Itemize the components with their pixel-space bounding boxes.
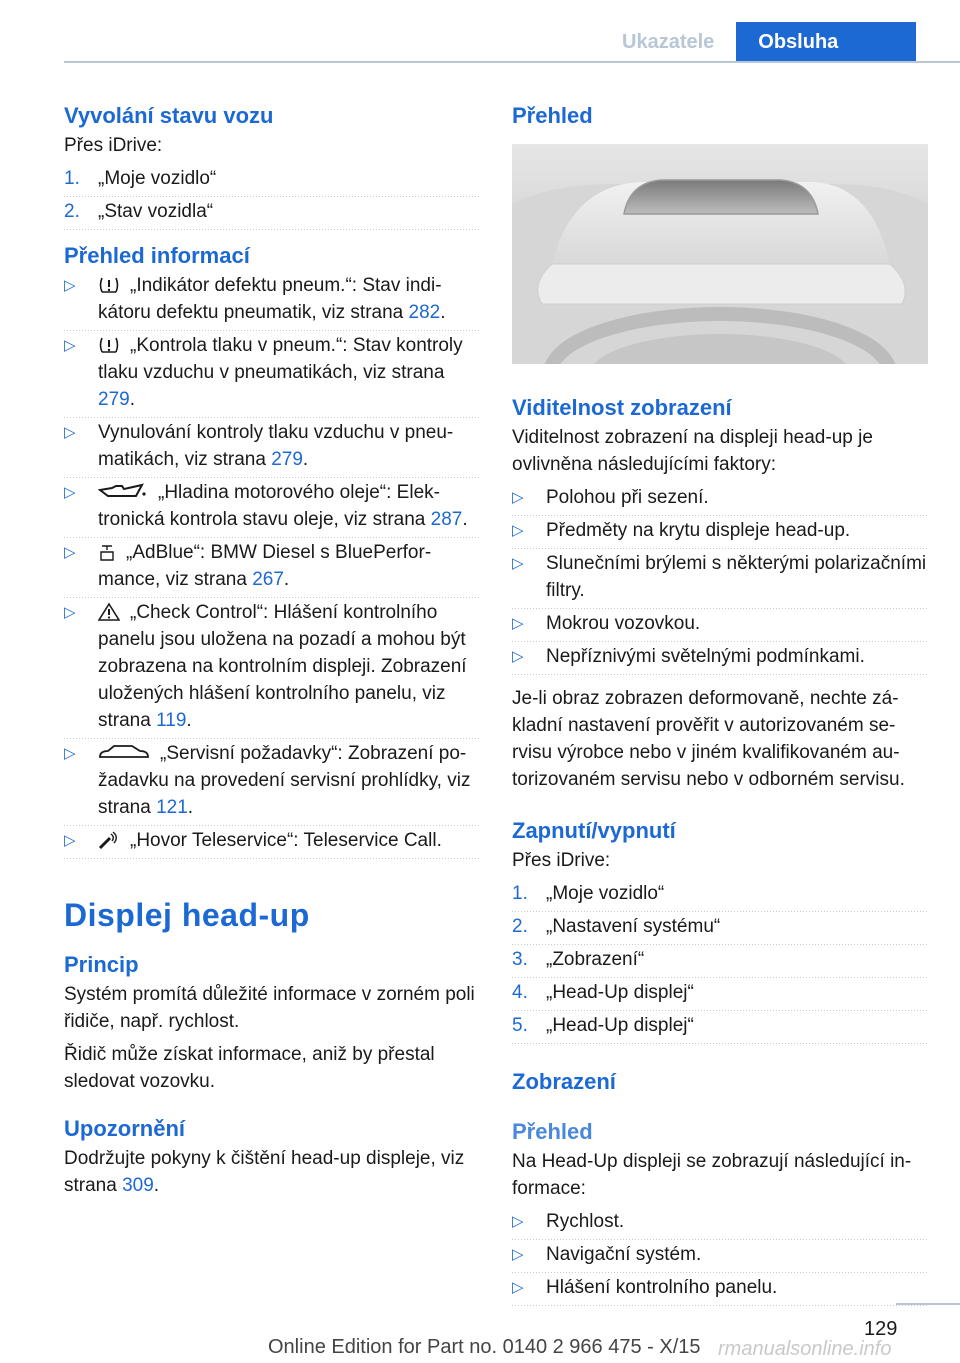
- tab-ukazatele[interactable]: Ukazatele: [622, 31, 715, 53]
- visibility-intro: Viditelnost zobrazení na displeji head-up je ovlivněna následujícími faktory:: [512, 427, 873, 475]
- overview-heading: Přehled: [512, 103, 593, 128]
- page-link[interactable]: 279: [271, 449, 303, 470]
- left-column: [64, 100, 480, 1205]
- list-item: 2. „Stav vozidla“: [64, 198, 480, 230]
- page-link[interactable]: 119: [156, 710, 187, 731]
- edition-line: Online Edition for Part no. 0140 2 966 475 - X/15: [268, 1336, 701, 1358]
- hud-illustration: [512, 144, 928, 364]
- page-link[interactable]: 309: [122, 1175, 154, 1196]
- note-heading: Upozornění: [64, 1116, 185, 1141]
- list-item: 3. „Zobrazení“: [512, 946, 928, 978]
- page-link[interactable]: 267: [252, 569, 284, 590]
- adblue-icon: [98, 542, 116, 562]
- list-item: 5. „Head-Up displej“: [512, 1012, 928, 1044]
- oil-can-icon: [98, 482, 148, 502]
- status-steps: [64, 165, 480, 230]
- header-tabs: [600, 22, 916, 62]
- list-item: ▷ Vynulování kontroly tlaku vzduchu v pneumatikách, viz strana 279.: [64, 419, 480, 478]
- service-car-icon: [98, 743, 150, 763]
- section-title: Displej head-up: [64, 897, 310, 933]
- right-column: [512, 100, 928, 1316]
- visibility-note: Je-li obraz zobrazen deformovaně, nechte základní nastavení prověřit v autorizovaném servisu výrobce nebo v jiném kvalifikovaném autorizovaném servisu nebo v odborném servisu.: [512, 688, 905, 790]
- overview-heading: Přehled informací: [64, 243, 250, 268]
- header-rule: [64, 61, 960, 63]
- principle-heading: Princip: [64, 952, 139, 977]
- list-item: ▷ „Servisní požadavky“: Zobrazení požadavku na provedení servisní prohlídky, viz strana 121.: [64, 740, 480, 826]
- tab-obsluha[interactable]: Obsluha: [736, 22, 916, 62]
- list-item: 4. „Head-Up displej“: [512, 979, 928, 1011]
- principle-text-2: Řidič může získat informace, aniž by přestal sledovat vozovku.: [64, 1044, 435, 1092]
- list-item: ▷ „Check Control“: Hlášení kontrolního panelu jsou uložena na pozadí a mohou být zobrazena na kontrolním displeji. Zobrazení uložených hlášení kontrolního panelu, viz strana 119.: [64, 599, 480, 739]
- warning-triangle-icon: [98, 602, 120, 622]
- page-link[interactable]: 279: [98, 389, 130, 410]
- visibility-list: [512, 484, 928, 675]
- page-link[interactable]: 121: [156, 797, 188, 818]
- principle-text-1: Systém promítá důležité informace v zorném poli řidiče, např. rychlost.: [64, 984, 475, 1032]
- teleservice-icon: [98, 830, 120, 850]
- visibility-heading: Viditelnost zobrazení: [512, 395, 732, 420]
- page-number: 129: [864, 1318, 898, 1340]
- list-item: ▷ Navigační systém.: [512, 1241, 928, 1273]
- list-item: ▷ „Hladina motorového oleje“: Elektronická kontrola stavu oleje, viz strana 287.: [64, 479, 480, 538]
- tire-pressure-icon: [98, 335, 120, 355]
- list-item: ▷ Mokrou vozovkou.: [512, 610, 928, 642]
- status-heading: Vyvolání stavu vozu: [64, 103, 274, 128]
- note-text: Dodržujte pokyny k čištění head-up displeje, viz strana 309.: [64, 1148, 465, 1196]
- footer-rule: [896, 1303, 960, 1305]
- display-subheading: Přehled: [512, 1119, 593, 1144]
- list-item: ▷ Nepříznivými světelnými podmínkami.: [512, 643, 928, 675]
- onoff-steps: [512, 880, 928, 1044]
- onoff-heading: Zapnutí/vypnutí: [512, 818, 676, 843]
- overview-list: [64, 272, 480, 859]
- display-heading: Zobrazení: [512, 1069, 616, 1094]
- page-link[interactable]: 287: [430, 509, 463, 530]
- watermark: rmanualsonline.info: [718, 1338, 892, 1360]
- list-item: ▷ Rychlost.: [512, 1208, 928, 1240]
- list-item: ▷ Polohou při sezení.: [512, 484, 928, 516]
- hud-photo: [512, 144, 928, 364]
- list-item: 2. „Nastavení systému“: [512, 913, 928, 945]
- display-intro: Na Head-Up displeji se zobrazují následující informace:: [512, 1151, 912, 1199]
- list-item: ▷ Slunečními brýlemi s některými polarizačními filtry.: [512, 550, 928, 609]
- list-item: 1. „Moje vozidlo“: [64, 165, 480, 197]
- tire-warning-icon: [98, 275, 120, 295]
- list-item: ▷ „AdBlue“: BMW Diesel s BluePerformance, viz strana 267.: [64, 539, 480, 598]
- list-item: 1. „Moje vozidlo“: [512, 880, 928, 912]
- list-item: ▷ „Hovor Teleservice“: Teleservice Call.: [64, 827, 480, 859]
- display-list: [512, 1208, 928, 1306]
- list-item: ▷ Předměty na krytu displeje head-up.: [512, 517, 928, 549]
- list-item: ▷ „Kontrola tlaku v pneum.“: Stav kontroly tlaku vzduchu v pneumatikách, viz strana 279.: [64, 332, 480, 418]
- status-intro: Přes iDrive:: [64, 135, 163, 156]
- page-link[interactable]: 282: [408, 302, 441, 323]
- list-item: ▷ Hlášení kontrolního panelu.: [512, 1274, 928, 1306]
- list-item: ▷ „Indikátor defektu pneum.“: Stav indikátoru defektu pneumatik, viz strana 282.: [64, 272, 480, 331]
- onoff-intro: Přes iDrive:: [512, 850, 611, 871]
